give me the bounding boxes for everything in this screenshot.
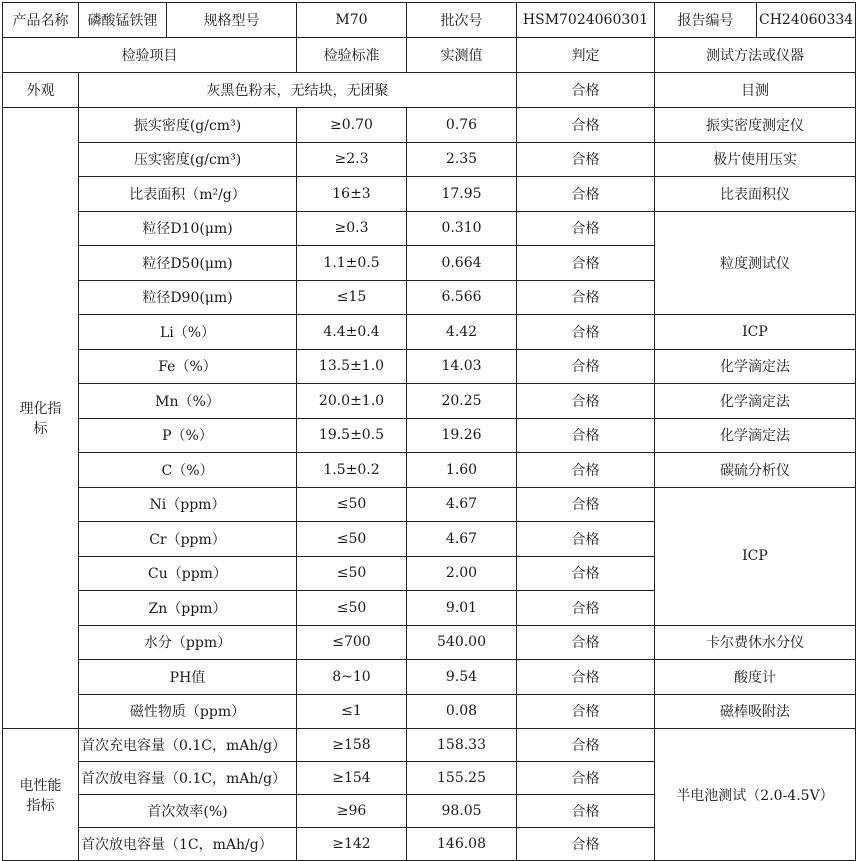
item-method: 化学滴定法: [655, 418, 856, 453]
report-label: 报告编号: [655, 3, 757, 38]
item-measured-value: 4.67: [407, 487, 517, 522]
batch-label: 批次号: [407, 3, 517, 38]
item-measured-value: 9.01: [407, 591, 517, 626]
product-name-label: 产品名称: [3, 3, 79, 38]
item-standard: ≥158: [297, 729, 407, 762]
item-standard: ≥154: [297, 762, 407, 795]
item-measured-value: 158.33: [407, 729, 517, 762]
item-standard: ≤700: [297, 625, 407, 660]
item-name: 首次放电容量（1C，mAh/g）: [79, 828, 297, 861]
table-row: [3, 418, 856, 453]
item-judgement: 合格: [517, 142, 655, 177]
item-judgement: 合格: [517, 453, 655, 488]
item-standard: ≤50: [297, 487, 407, 522]
item-measured-value: 6.566: [407, 280, 517, 315]
item-method: 碳硫分析仪: [655, 453, 856, 488]
table-row: [3, 384, 856, 419]
item-method: 化学滴定法: [655, 349, 856, 384]
item-name: 粒径D50(μm): [79, 246, 297, 281]
item-judgement: 合格: [517, 729, 655, 762]
item-judgement: 合格: [517, 211, 655, 246]
item-standard: ≥142: [297, 828, 407, 861]
group-label: 理化指标: [3, 108, 79, 729]
table-row: [3, 660, 856, 695]
item-judgement: 合格: [517, 246, 655, 281]
item-measured-value: 0.76: [407, 108, 517, 143]
item-judgement: 合格: [517, 177, 655, 212]
model-label: 规格型号: [167, 3, 297, 38]
item-method: 磁棒吸附法: [655, 694, 856, 729]
col-method: 测试方法或仪器: [655, 38, 856, 73]
col-item: 检验项目: [3, 38, 297, 73]
item-measured-value: 19.26: [407, 418, 517, 453]
item-name: 压实密度(g/cm³): [79, 142, 297, 177]
item-judgement: 合格: [517, 795, 655, 828]
item-method: 极片使用压实: [655, 142, 856, 177]
item-judgement: 合格: [517, 556, 655, 591]
table-row: [3, 349, 856, 384]
item-standard: 19.5±0.5: [297, 418, 407, 453]
item-standard: 1.5±0.2: [297, 453, 407, 488]
item-method: 酸度计: [655, 660, 856, 695]
appearance-label: 外观: [3, 73, 79, 108]
item-judgement: 合格: [517, 108, 655, 143]
item-judgement: 合格: [517, 280, 655, 315]
item-name: P（%）: [79, 418, 297, 453]
appearance-row: [3, 73, 856, 108]
item-measured-value: 9.54: [407, 660, 517, 695]
item-method: 比表面积仪: [655, 177, 856, 212]
item-name: 磁性物质（ppm）: [79, 694, 297, 729]
item-name: 粒径D10(μm): [79, 211, 297, 246]
item-name: 比表面积（m²/g）: [79, 177, 297, 212]
item-name: Mn（%）: [79, 384, 297, 419]
item-name: Fe（%）: [79, 349, 297, 384]
table-row: [3, 177, 856, 212]
item-measured-value: 17.95: [407, 177, 517, 212]
item-judgement: 合格: [517, 828, 655, 861]
item-measured-value: 20.25: [407, 384, 517, 419]
item-name: PH值: [79, 660, 297, 695]
appearance-judgement: 合格: [517, 73, 655, 108]
item-judgement: 合格: [517, 591, 655, 626]
col-standard: 检验标准: [297, 38, 407, 73]
item-judgement: 合格: [517, 625, 655, 660]
item-method: 化学滴定法: [655, 384, 856, 419]
item-name: 粒径D90(μm): [79, 280, 297, 315]
batch-value: HSM7024060301: [517, 3, 655, 38]
item-judgement: 合格: [517, 487, 655, 522]
item-measured-value: 540.00: [407, 625, 517, 660]
item-judgement: 合格: [517, 762, 655, 795]
item-measured-value: 14.03: [407, 349, 517, 384]
item-standard: 4.4±0.4: [297, 315, 407, 350]
item-name: Cr（ppm）: [79, 522, 297, 557]
item-standard: 20.0±1.0: [297, 384, 407, 419]
item-standard: ≤1: [297, 694, 407, 729]
item-standard: 8~10: [297, 660, 407, 695]
appearance-method: 目测: [655, 73, 856, 108]
inspection-report-table: [2, 2, 856, 861]
item-method: 粒度测试仪: [655, 211, 856, 315]
item-standard: ≥96: [297, 795, 407, 828]
item-name: 振实密度(g/cm³): [79, 108, 297, 143]
table-row: [3, 453, 856, 488]
table-row: [3, 142, 856, 177]
model-value: M70: [297, 3, 407, 38]
item-method: 半电池测试（2.0-4.5V）: [655, 729, 856, 861]
item-name: 水分（ppm）: [79, 625, 297, 660]
item-standard: ≥0.3: [297, 211, 407, 246]
item-measured-value: 98.05: [407, 795, 517, 828]
col-judgement: 判定: [517, 38, 655, 73]
item-standard: 13.5±1.0: [297, 349, 407, 384]
table-row: [3, 729, 856, 762]
item-judgement: 合格: [517, 418, 655, 453]
item-name: 首次放电容量（0.1C，mAh/g）: [79, 762, 297, 795]
item-measured-value: 0.08: [407, 694, 517, 729]
item-method: 振实密度测定仪: [655, 108, 856, 143]
item-method: ICP: [655, 487, 856, 625]
group-label: 电性能指标: [3, 729, 79, 861]
report-number: CH24060334: [757, 3, 856, 38]
item-measured-value: 2.35: [407, 142, 517, 177]
item-standard: 1.1±0.5: [297, 246, 407, 281]
header-row: [3, 3, 856, 38]
item-method: 卡尔费休水分仪: [655, 625, 856, 660]
item-measured-value: 4.67: [407, 522, 517, 557]
item-name: 首次效率(%): [79, 795, 297, 828]
item-measured-value: 155.25: [407, 762, 517, 795]
table-row: [3, 315, 856, 350]
item-measured-value: 1.60: [407, 453, 517, 488]
item-standard: ≥2.3: [297, 142, 407, 177]
item-name: Ni（ppm）: [79, 487, 297, 522]
item-name: Li（%）: [79, 315, 297, 350]
item-measured-value: 0.664: [407, 246, 517, 281]
col-value: 实测值: [407, 38, 517, 73]
table-row: [3, 487, 856, 522]
item-name: Zn（ppm）: [79, 591, 297, 626]
item-measured-value: 146.08: [407, 828, 517, 861]
item-measured-value: 4.42: [407, 315, 517, 350]
item-judgement: 合格: [517, 522, 655, 557]
table-row: [3, 625, 856, 660]
product-name: 磷酸锰铁锂: [79, 3, 167, 38]
item-standard: ≤50: [297, 522, 407, 557]
item-judgement: 合格: [517, 660, 655, 695]
item-standard: ≤50: [297, 591, 407, 626]
item-judgement: 合格: [517, 315, 655, 350]
table-row: [3, 694, 856, 729]
item-standard: 16±3: [297, 177, 407, 212]
table-row: [3, 211, 856, 246]
item-judgement: 合格: [517, 384, 655, 419]
item-name: Cu（ppm）: [79, 556, 297, 591]
column-header-row: [3, 38, 856, 73]
item-name: 首次充电容量（0.1C，mAh/g）: [79, 729, 297, 762]
item-standard: ≥0.70: [297, 108, 407, 143]
item-judgement: 合格: [517, 349, 655, 384]
item-measured-value: 0.310: [407, 211, 517, 246]
item-judgement: 合格: [517, 694, 655, 729]
item-standard: ≤50: [297, 556, 407, 591]
item-standard: ≤15: [297, 280, 407, 315]
item-method: ICP: [655, 315, 856, 350]
appearance-description: 灰黑色粉末，无结块，无团聚: [79, 73, 517, 108]
item-measured-value: 2.00: [407, 556, 517, 591]
table-row: [3, 108, 856, 143]
item-name: C（%）: [79, 453, 297, 488]
